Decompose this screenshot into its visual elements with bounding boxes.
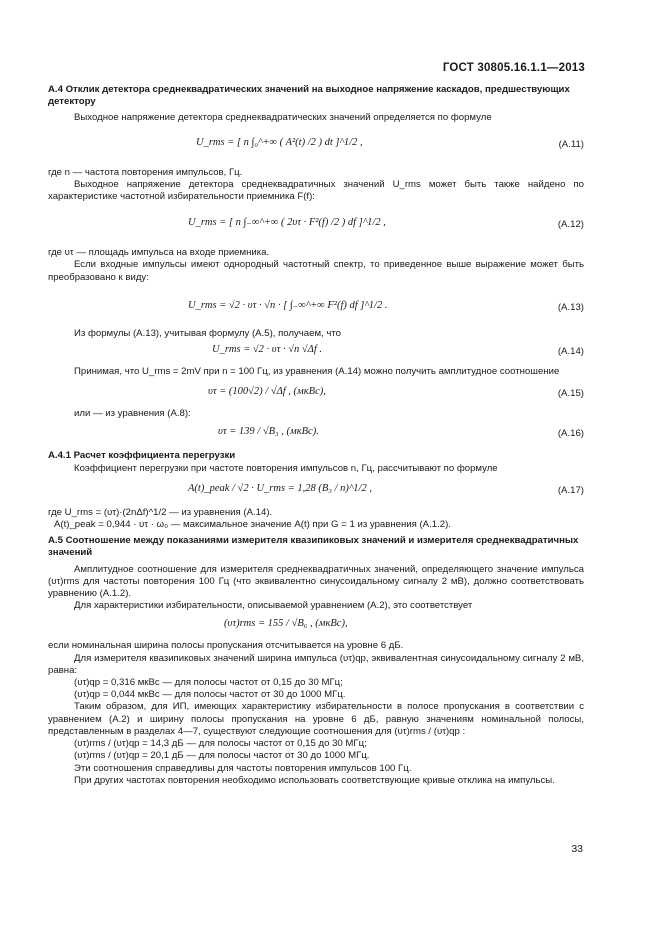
a5-ratio-list [48, 738, 584, 762]
formula-a16 [48, 420, 584, 450]
a5-text3: если номинальная ширина полосы пропускания отсчитывается на уровне 6 дБ. [48, 640, 404, 652]
formula-a14-number: (А.14) [557, 346, 584, 358]
formula-a17-expression: A(t)_peak / √2 · U_rms = 1,28 (B₃ / n)^1/2 , [188, 482, 372, 494]
a41-text: Коэффициент перегрузки при частоте повторения импульсов n, Гц, рассчитывают по формуле [74, 462, 498, 474]
a5-text1: Амплитудное соотношение для измерителя среднеквадратичных значений, определяющего значение импульса (υτ)rms для частоты повторения 100 Гц (что эквивалентно синусоидальному сигналу 2 мВ), должно соответствовать уравнению (А.1.2). [48, 563, 584, 600]
document-header: ГОСТ 30805.16.1.1—2013 [442, 62, 585, 74]
formula-a11 [48, 125, 584, 167]
a5-qp-list [48, 677, 584, 701]
formula-a13-number: (А.13) [557, 301, 584, 313]
a4-text5: Принимая, что U_rms = 2mV при n = 100 Гц, из уравнения (А.14) можно получить амплитудное соотношение [74, 366, 560, 378]
formula-a14 [48, 340, 584, 366]
section-a4-heading: А.4 Отклик детектора среднеквадратических значений на выходное напряжение каскадов, предшествующих детектору [48, 84, 570, 108]
formula-a17 [48, 475, 584, 507]
a4-intro: Выходное напряжение детектора среднеквадратических значений определяется по формуле [74, 112, 492, 124]
formula-a14-expression: U_rms = √2 · υτ · √n √Δf . [212, 344, 322, 356]
formula-a11-number: (А.11) [558, 138, 584, 150]
list-item: (υτ)rms / (υτ)qp = 14,3 дБ — для полосы частот от 0,15 до 30 МГц; [74, 738, 367, 750]
formula-a13 [48, 284, 584, 328]
a4-text2: Выходное напряжение детектора среднеквадратичных значений U_rms может быть также найдено по характеристике частотной избирательности приемника F(f): [48, 178, 584, 203]
a4-where-n: где n — частота повторения импульсов, Гц. [48, 166, 243, 178]
a5-text5: Таким образом, для ИП, имеющих характеристику избирательности в полосе пропускания в соответствии с уравнением (А.2) и ширину полосы пропускания на уровне 6 дБ, равную значениям номинальной полосы, представленным в разделах 4—7, существуют следующие соотношения для (υτ)rms / (υτ)qp : [48, 701, 584, 737]
formula-a16-expression: υτ = 139 / √B₃ , (мкВс). [218, 426, 319, 438]
formula-a17-number: (А.17) [557, 484, 584, 496]
list-item: (υτ)qp = 0,316 мкВс — для полосы частот от 0,15 до 30 МГц; [74, 677, 343, 689]
a5-text7: При других частотах повторения необходимо использовать соответствующие кривые отклика на импульсы. [74, 774, 555, 786]
a41-where-1: где U_rms = (υτ)·(2nΔf)^1/2 — из уравнения (А.14). [48, 506, 273, 518]
formula-a12-number: (А.12) [557, 219, 584, 231]
page-content [48, 84, 584, 787]
list-item: (υτ)qp = 0,044 мкВс — для полосы частот от 30 до 1000 МГц. [74, 689, 346, 701]
section-a5-heading: А.5 Соотношение между показаниями измерителя квазипиковых значений и измерителя среднеквадратичных значений [48, 535, 579, 559]
formula-a15-expression: υτ = (100√2) / √Δf , (мкВс), [208, 386, 326, 398]
formula-a11-expression: U_rms = [ n ∫₀^+∞ ( A²(t) /2 ) dt ]^1/2 , [196, 136, 363, 148]
section-a41-heading: А.4.1 Расчет коэффициента перегрузки [48, 450, 236, 462]
a4-text4: Из формулы (А.13), учитывая формулу (А.5), получаем, что [74, 327, 342, 339]
formula-a12-expression: U_rms = [ n ∫₋∞^+∞ ( 2υτ · F²(f) /2 ) df ]^1/2 , [188, 217, 386, 229]
formula-a13-expression: U_rms = √2 · υτ · √n · [ ∫₋∞^+∞ F²(f) df ]^1/2 . [188, 299, 388, 311]
a5-text2: Для характеристики избирательности, описываемой уравнением (А.2), это соответствует [74, 600, 473, 612]
a4-or: или — из уравнения (А.8): [74, 408, 191, 420]
formula-a15-number: (А.15) [557, 388, 584, 400]
a5-text4: Для измерителя квазипиковых значений ширина импульса (υτ)qp, эквивалентная синусоидальному сигналу 2 мВ, равна: [48, 652, 584, 676]
list-item: (υτ)rms / (υτ)qp = 20,1 дБ — для полосы частот от 30 до 1000 МГц. [74, 750, 370, 762]
formula-a15 [48, 378, 584, 408]
a41-where-2: A(t)_peak = 0,944 · υτ · ω₀ — максимальное значение A(t) при G = 1 из уравнения (А.1.2). [54, 519, 451, 531]
a5-text6: Эти соотношения справедливы для частоты повторения импульсов 100 Гц. [74, 762, 412, 774]
a4-where-ut: где υτ — площадь импульса на входе приемника. [48, 247, 270, 259]
a4-text3: Если входные импульсы имеют однородный частотный спектр, то приведенное выше выражение может быть преобразовано к виду: [48, 259, 584, 283]
formula-a5-rms-expression: (υτ)rms = 155 / √B₆ , (мкВс), [224, 618, 348, 630]
page-number: 33 [571, 843, 583, 855]
formula-a5-rms [48, 612, 584, 640]
formula-a16-number: (А.16) [557, 428, 584, 440]
formula-a12 [48, 203, 584, 247]
